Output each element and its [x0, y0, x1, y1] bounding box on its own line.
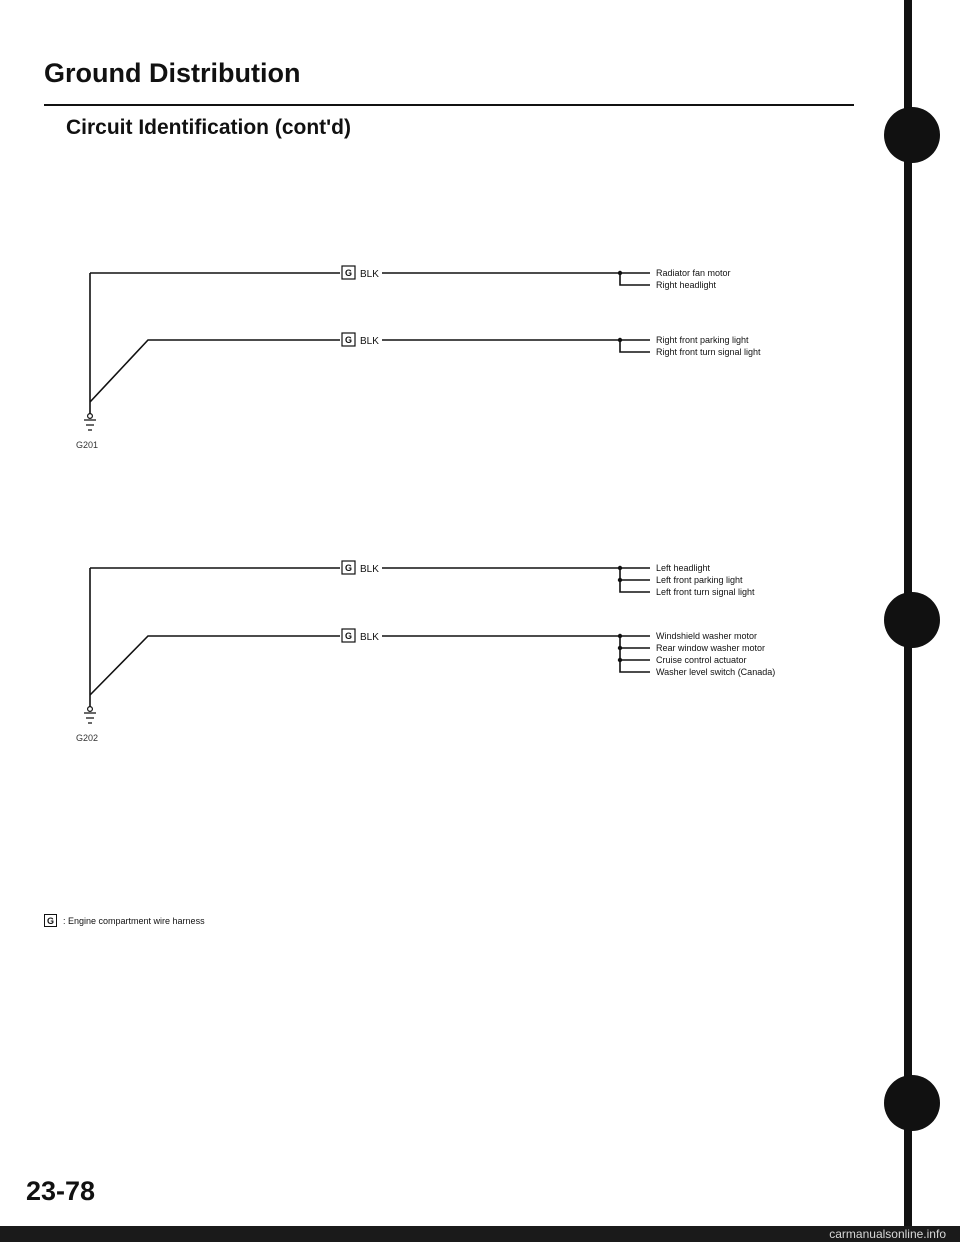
load-label: Left front turn signal light: [656, 587, 755, 597]
ground-symbol-icon: [84, 713, 96, 723]
splice-point: [618, 578, 622, 582]
wire-branch: [620, 568, 650, 592]
binding-hole: [884, 107, 940, 163]
splice-point: [618, 634, 622, 638]
splice-point: [618, 658, 622, 662]
legend: [44, 914, 205, 927]
legend-harness-box: G: [44, 914, 57, 927]
wire-branch: [620, 340, 650, 352]
page-title: Ground Distribution: [44, 58, 301, 88]
load-label: Right front turn signal light: [656, 347, 761, 357]
ground-symbol-icon: [84, 420, 96, 430]
page-number: 23-78: [26, 1176, 96, 1206]
ground-terminal: [88, 707, 93, 712]
wire-segment: [90, 340, 340, 402]
ground-label: G202: [76, 733, 99, 743]
wire-color-label: BLK: [360, 269, 379, 280]
wire-segment: [90, 636, 340, 695]
wire-color-label: BLK: [360, 336, 379, 347]
load-label: Right headlight: [656, 280, 717, 290]
load-label: Left headlight: [656, 563, 711, 573]
splice-point: [618, 338, 622, 342]
ground-group-g201: [76, 266, 761, 450]
load-label: Left front parking light: [656, 575, 743, 585]
load-label: Washer level switch (Canada): [656, 667, 776, 677]
binding-hole: [884, 1075, 940, 1131]
legend-text: : Engine compartment wire harness: [63, 915, 205, 926]
binding-holes: [884, 107, 940, 1131]
splice-point: [618, 271, 622, 275]
harness-box-label: G: [345, 563, 353, 573]
binding-hole: [884, 592, 940, 648]
wire-color-label: BLK: [360, 564, 379, 575]
load-label: Cruise control actuator: [656, 655, 747, 665]
splice-point: [618, 566, 622, 570]
load-label: Radiator fan motor: [656, 268, 731, 278]
ground-group-g202: [76, 561, 775, 743]
load-label: Rear window washer motor: [656, 643, 766, 653]
harness-box-label: G: [345, 268, 353, 278]
wire-branch: [620, 636, 650, 672]
footer-bar: [0, 1226, 960, 1242]
load-label: Windshield washer motor: [656, 631, 758, 641]
load-label: Right front parking light: [656, 335, 749, 345]
watermark-text: carmanualsonline.info: [829, 1227, 946, 1241]
wire-branch: [620, 273, 650, 285]
harness-box-label: G: [345, 631, 353, 641]
ground-label: G201: [76, 440, 99, 450]
splice-point: [618, 646, 622, 650]
section-subtitle: Circuit Identification (cont'd): [66, 116, 351, 139]
harness-box-label: G: [345, 335, 353, 345]
ground-terminal: [88, 414, 93, 419]
wire-color-label: BLK: [360, 632, 379, 643]
